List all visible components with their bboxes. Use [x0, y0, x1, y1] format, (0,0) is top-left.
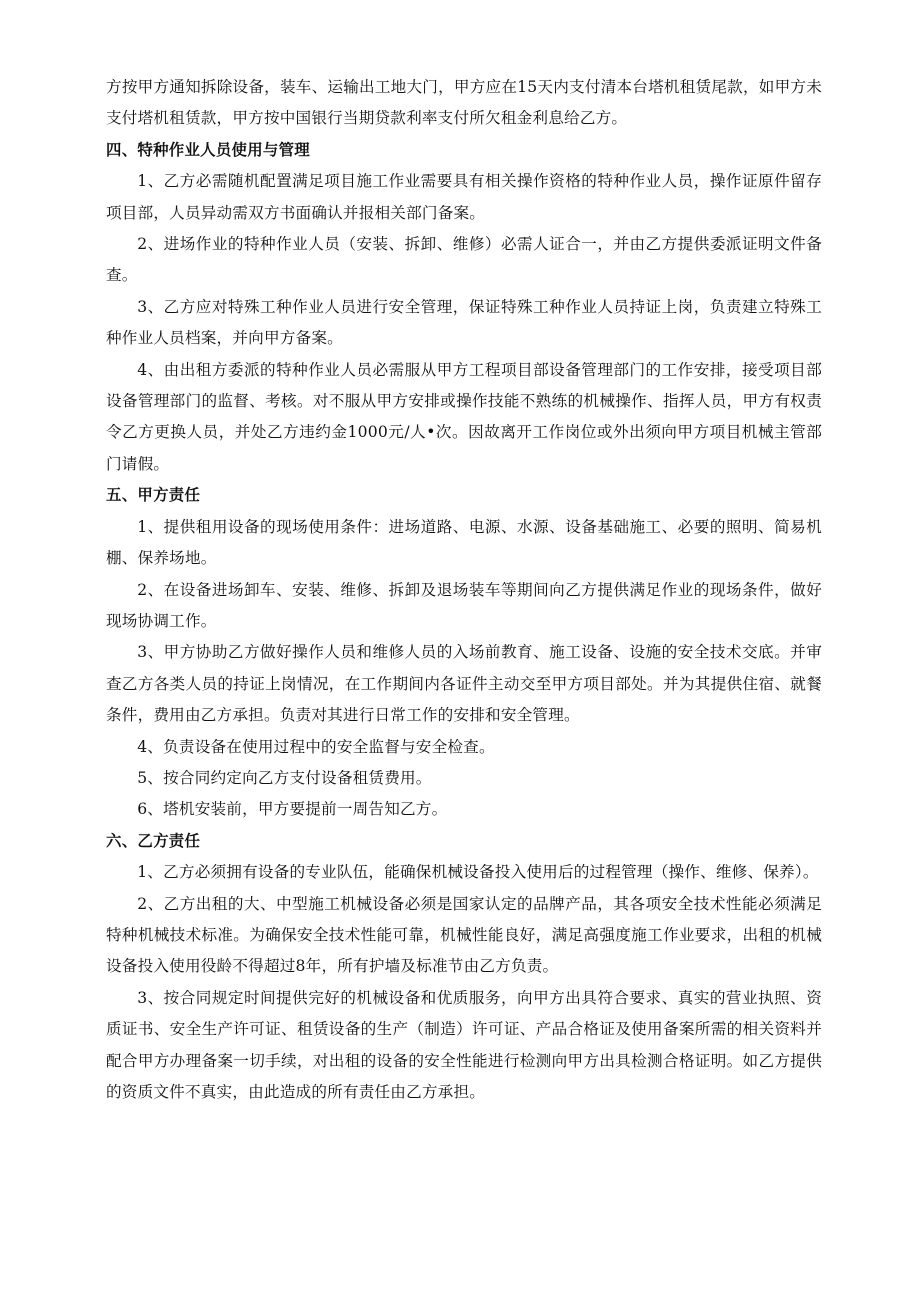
- paragraph: 3、甲方协助乙方做好操作人员和维修人员的入场前教育、施工设备、设施的安全技术交底。并审查乙方各类人员的持证上岗情况，在工作期间内各证件主动交至甲方项目部处。并为其提供住宿、就餐条件，费用由乙方承担。负责对其进行日常工作的安排和安全管理。: [106, 643, 822, 725]
- paragraph: 1、乙方必须拥有设备的专业队伍，能确保机械设备投入使用后的过程管理（操作、维修、保养）。: [137, 863, 819, 882]
- paragraph: 6、塔机安装前，甲方要提前一周告知乙方。: [137, 800, 448, 819]
- paragraph: 5、按合同约定向乙方支付设备租赁费用。: [137, 768, 432, 787]
- document-page: [106, 72, 822, 1108]
- section-special-personnel: [106, 135, 822, 480]
- section-party-b-duties: [106, 826, 822, 1109]
- section-heading: 五、甲方责任: [106, 486, 201, 505]
- paragraph: 1、提供租用设备的现场使用条件：进场道路、电源、水源、设备基础施工、必要的照明、简易机棚、保养场地。: [106, 517, 822, 568]
- paragraph: 2、乙方出租的大、中型施工机械设备必须是国家认定的品牌产品，其各项安全技术性能必须满足特种机械技术标准。为确保安全技术性能可靠，机械性能良好，满足高强度施工作业要求，出租的机械设备投入使用役龄不得超过8年，所有护墙及标准节由乙方负责。: [106, 894, 822, 976]
- paragraph: 4、由出租方委派的特种作业人员必需服从甲方工程项目部设备管理部门的工作安排，接受项目部设备管理部门的监督、考核。对不服从甲方安排或操作技能不熟练的机械操作、指挥人员，甲方有权责令乙方更换人员，并处乙方违约金1000元/人•次。因故离开工作岗位或外出须向甲方项目机械主管部门请假。: [106, 360, 822, 473]
- paragraph: 4、负责设备在使用过程中的安全监督与安全检查。: [137, 737, 495, 756]
- section-heading: 六、乙方责任: [106, 831, 201, 850]
- paragraph: 3、乙方应对特殊工种作业人员进行安全管理，保证特殊工种作业人员持证上岗，负责建立特殊工种作业人员档案，并向甲方备案。: [106, 297, 822, 348]
- paragraph: 1、乙方必需随机配置满足项目施工作业需要具有相关操作资格的特种作业人员，操作证原件留存项目部，人员异动需双方书面确认并报相关部门备案。: [106, 172, 822, 222]
- section-party-a-duties: [106, 480, 822, 825]
- paragraph: 2、进场作业的特种作业人员（安装、拆卸、维修）必需人证合一，并由乙方提供委派证明文件备查。: [106, 235, 822, 285]
- intro-paragraph: 方按甲方通知拆除设备，装车、运输出工地大门，甲方应在15天内支付清本台塔机租赁尾款，如甲方未支付塔机租赁款，甲方按中国银行当期贷款利率支付所欠租金利息给乙方。: [106, 78, 822, 128]
- section-heading: 四、特种作业人员使用与管理: [106, 140, 310, 159]
- paragraph: 3、按合同规定时间提供完好的机械设备和优质服务，向甲方出具符合要求、真实的营业执照、资质证书、安全生产许可证、租赁设备的生产（制造）许可证、产品合格证及使用备案所需的相关资料并配合甲方办理备案一切手续，对出租的设备的安全性能进行检测向甲方出具检测合格证明。如乙方提供的资质文件不真实，由此造成的所有责任由乙方承担。: [106, 988, 822, 1101]
- paragraph: 2、在设备进场卸车、安装、维修、拆卸及退场装车等期间向乙方提供满足作业的现场条件，做好现场协调工作。: [106, 580, 822, 630]
